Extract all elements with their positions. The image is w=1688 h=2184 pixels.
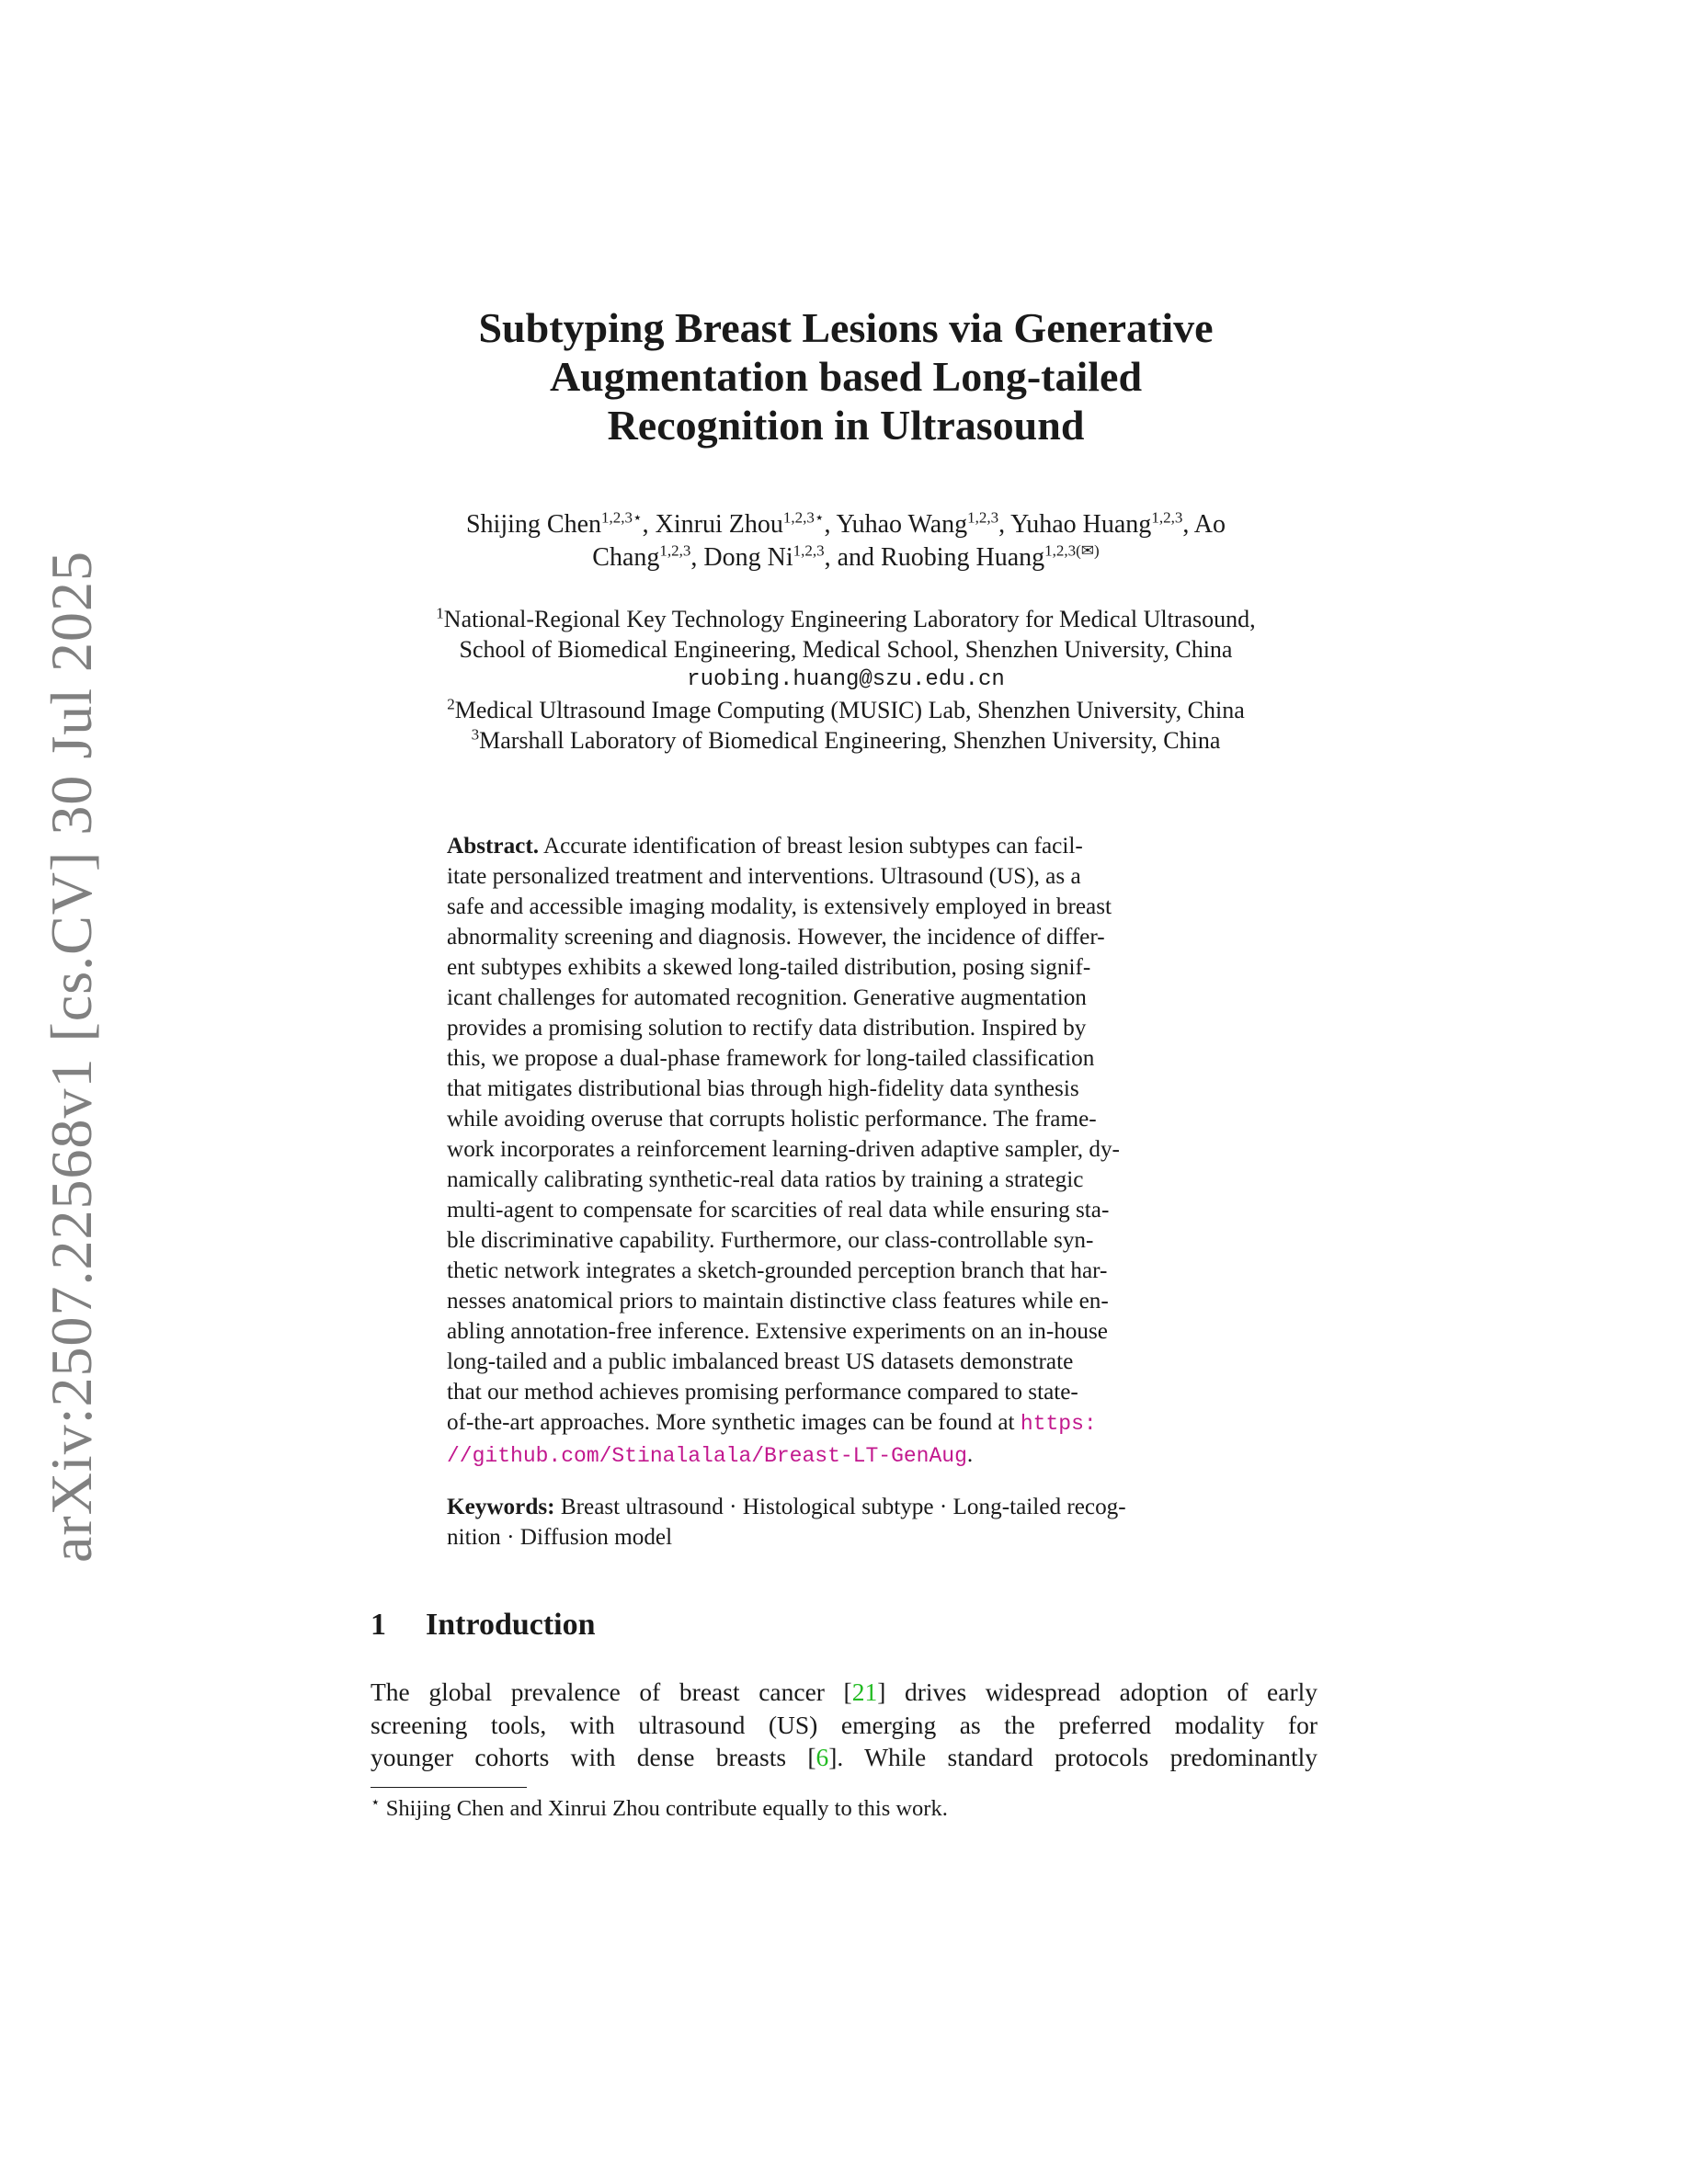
- author-name: Chang: [592, 543, 660, 572]
- affiliation-text: National-Regional Key Technology Engineering Laboratory for Medical Ultrasound,: [443, 606, 1256, 632]
- author-affil-mark: 1,2,3⋆: [782, 508, 825, 527]
- abstract-line: namically calibrating synthetic-real data ratios by training a strategic: [447, 1167, 1084, 1192]
- abstract-label: Abstract.: [447, 834, 540, 859]
- abstract-line: ble discriminative capability. Furthermore, our class-controllable syn-: [447, 1228, 1094, 1253]
- citation-link[interactable]: 6: [815, 1743, 829, 1771]
- affil-number: 3: [471, 725, 480, 744]
- abstract-line: while avoiding overuse that corrupts holistic performance. The frame-: [447, 1107, 1097, 1132]
- paper-title: [349, 303, 1342, 449]
- abstract-line: abnormality screening and diagnosis. However, the incidence of differ-: [447, 925, 1105, 950]
- abstract-line: [447, 1407, 1241, 1439]
- body-text: ]. While standard protocols predominantly: [828, 1743, 1317, 1771]
- affiliation-line: [349, 604, 1342, 634]
- title-line: Augmentation based Long-tailed: [549, 353, 1143, 400]
- abstract-line: abling annotation-free inference. Extensive experiments on an in-house: [447, 1319, 1108, 1344]
- footnote-text: Shijing Chen and Xinrui Zhou contribute equally to this work.: [380, 1796, 948, 1821]
- github-link[interactable]: https:: [1020, 1412, 1097, 1436]
- body-text: The global prevalence of breast cancer [: [371, 1678, 852, 1706]
- abstract-text: .: [966, 1442, 974, 1467]
- abstract-line: provides a promising solution to rectify data distribution. Inspired by: [447, 1016, 1087, 1041]
- intro-paragraph: [371, 1676, 1317, 1774]
- author-line: [349, 541, 1342, 574]
- body-line: screening tools, with ultrasound (US) emerging as the preferred modality for: [371, 1710, 1317, 1739]
- arxiv-stamp: arXiv:2507.22568v1 [cs.CV] 30 Jul 2025: [39, 550, 104, 1563]
- abstract-line: this, we propose a dual-phase framework for long-tailed classification: [447, 1046, 1095, 1071]
- section-number: 1: [371, 1608, 386, 1642]
- footnote-mark: ⋆: [371, 1792, 381, 1811]
- github-link[interactable]: //github.com/Stinalalala/Breast-LT-GenAug: [447, 1444, 967, 1468]
- author-name: , and Ruobing Huang: [824, 543, 1045, 572]
- author-name: , Xinrui Zhou: [642, 510, 783, 539]
- affiliation-text: Marshall Laboratory of Biomedical Engineering, Shenzhen University, China: [479, 727, 1221, 754]
- author-name: , Ao: [1182, 510, 1226, 539]
- title-line: Recognition in Ultrasound: [607, 402, 1085, 449]
- abstract-line: icant challenges for automated recognition. Generative augmentation: [447, 985, 1087, 1010]
- author-list: [349, 508, 1342, 574]
- author-affil-mark: 1,2,3: [1151, 508, 1183, 527]
- author-affil-mark: 1,2,3: [659, 541, 691, 560]
- author-name: , Yuhao Huang: [998, 510, 1152, 539]
- author-affil-mark: 1,2,3: [793, 541, 825, 560]
- affil-number: 2: [447, 695, 455, 713]
- citation-link[interactable]: 21: [851, 1678, 878, 1706]
- abstract-line: work incorporates a reinforcement learning-driven adaptive sampler, dy-: [447, 1137, 1120, 1162]
- keywords-line: nition · Diffusion model: [447, 1525, 673, 1550]
- footnote-rule: [371, 1787, 527, 1788]
- keywords: [447, 1492, 1241, 1553]
- body-line: [371, 1676, 1317, 1709]
- body-text: ] drives widespread adoption of early: [877, 1678, 1317, 1706]
- affiliations: [349, 604, 1342, 756]
- author-name: , Dong Ni: [690, 543, 793, 572]
- section-heading: [371, 1607, 596, 1644]
- abstract-line: itate personalized treatment and interventions. Ultrasound (US), as a: [447, 864, 1081, 889]
- author-line: [349, 508, 1342, 541]
- abstract-line: nesses anatomical priors to maintain distinctive class features while en-: [447, 1289, 1109, 1314]
- author-affil-mark: 1,2,3⋆: [601, 508, 643, 527]
- body-line: [371, 1741, 1317, 1774]
- affiliation-text: Medical Ultrasound Image Computing (MUSIC) Lab, Shenzhen University, China: [454, 697, 1245, 723]
- section-title: Introduction: [426, 1608, 596, 1642]
- abstract-line: that mitigates distributional bias through high-fidelity data synthesis: [447, 1076, 1079, 1101]
- abstract-line: safe and accessible imaging modality, is extensively employed in breast: [447, 894, 1112, 919]
- abstract: [447, 831, 1241, 1472]
- body-text: younger cohorts with dense breasts [: [371, 1743, 816, 1771]
- keywords-text: Breast ultrasound · Histological subtype · Long-tailed recog-: [554, 1495, 1126, 1519]
- footnote: [371, 1794, 948, 1824]
- abstract-line: [447, 1439, 1241, 1472]
- abstract-text: of-the-art approaches. More synthetic images can be found at: [447, 1410, 1021, 1435]
- affil-number: 1: [436, 604, 444, 622]
- keywords-label: Keywords:: [447, 1495, 555, 1519]
- author-affil-mark: 1,2,3: [967, 508, 999, 527]
- keywords-line: [447, 1492, 1241, 1522]
- affiliation-line: [349, 725, 1342, 756]
- abstract-line: ent subtypes exhibits a skewed long-tailed distribution, posing signif-: [447, 955, 1091, 980]
- affiliation-line: School of Biomedical Engineering, Medical School, Shenzhen University, China: [459, 636, 1233, 663]
- abstract-line: that our method achieves promising performance compared to state-: [447, 1380, 1078, 1405]
- corresponding-email[interactable]: ruobing.huang@szu.edu.cn: [687, 667, 1005, 692]
- abstract-text: Accurate identification of breast lesion subtypes can facil-: [539, 834, 1083, 859]
- affiliation-line: [349, 695, 1342, 725]
- title-line: Subtyping Breast Lesions via Generative: [478, 304, 1214, 351]
- author-affil-mark: 1,2,3(✉): [1044, 541, 1100, 560]
- abstract-line: multi-agent to compensate for scarcities of real data while ensuring sta-: [447, 1198, 1110, 1223]
- author-name: , Yuhao Wang: [824, 510, 968, 539]
- abstract-line: [447, 831, 1241, 861]
- abstract-line: long-tailed and a public imbalanced breast US datasets demonstrate: [447, 1349, 1074, 1374]
- abstract-line: thetic network integrates a sketch-grounded perception branch that har-: [447, 1258, 1108, 1283]
- author-name: Shijing Chen: [465, 510, 601, 539]
